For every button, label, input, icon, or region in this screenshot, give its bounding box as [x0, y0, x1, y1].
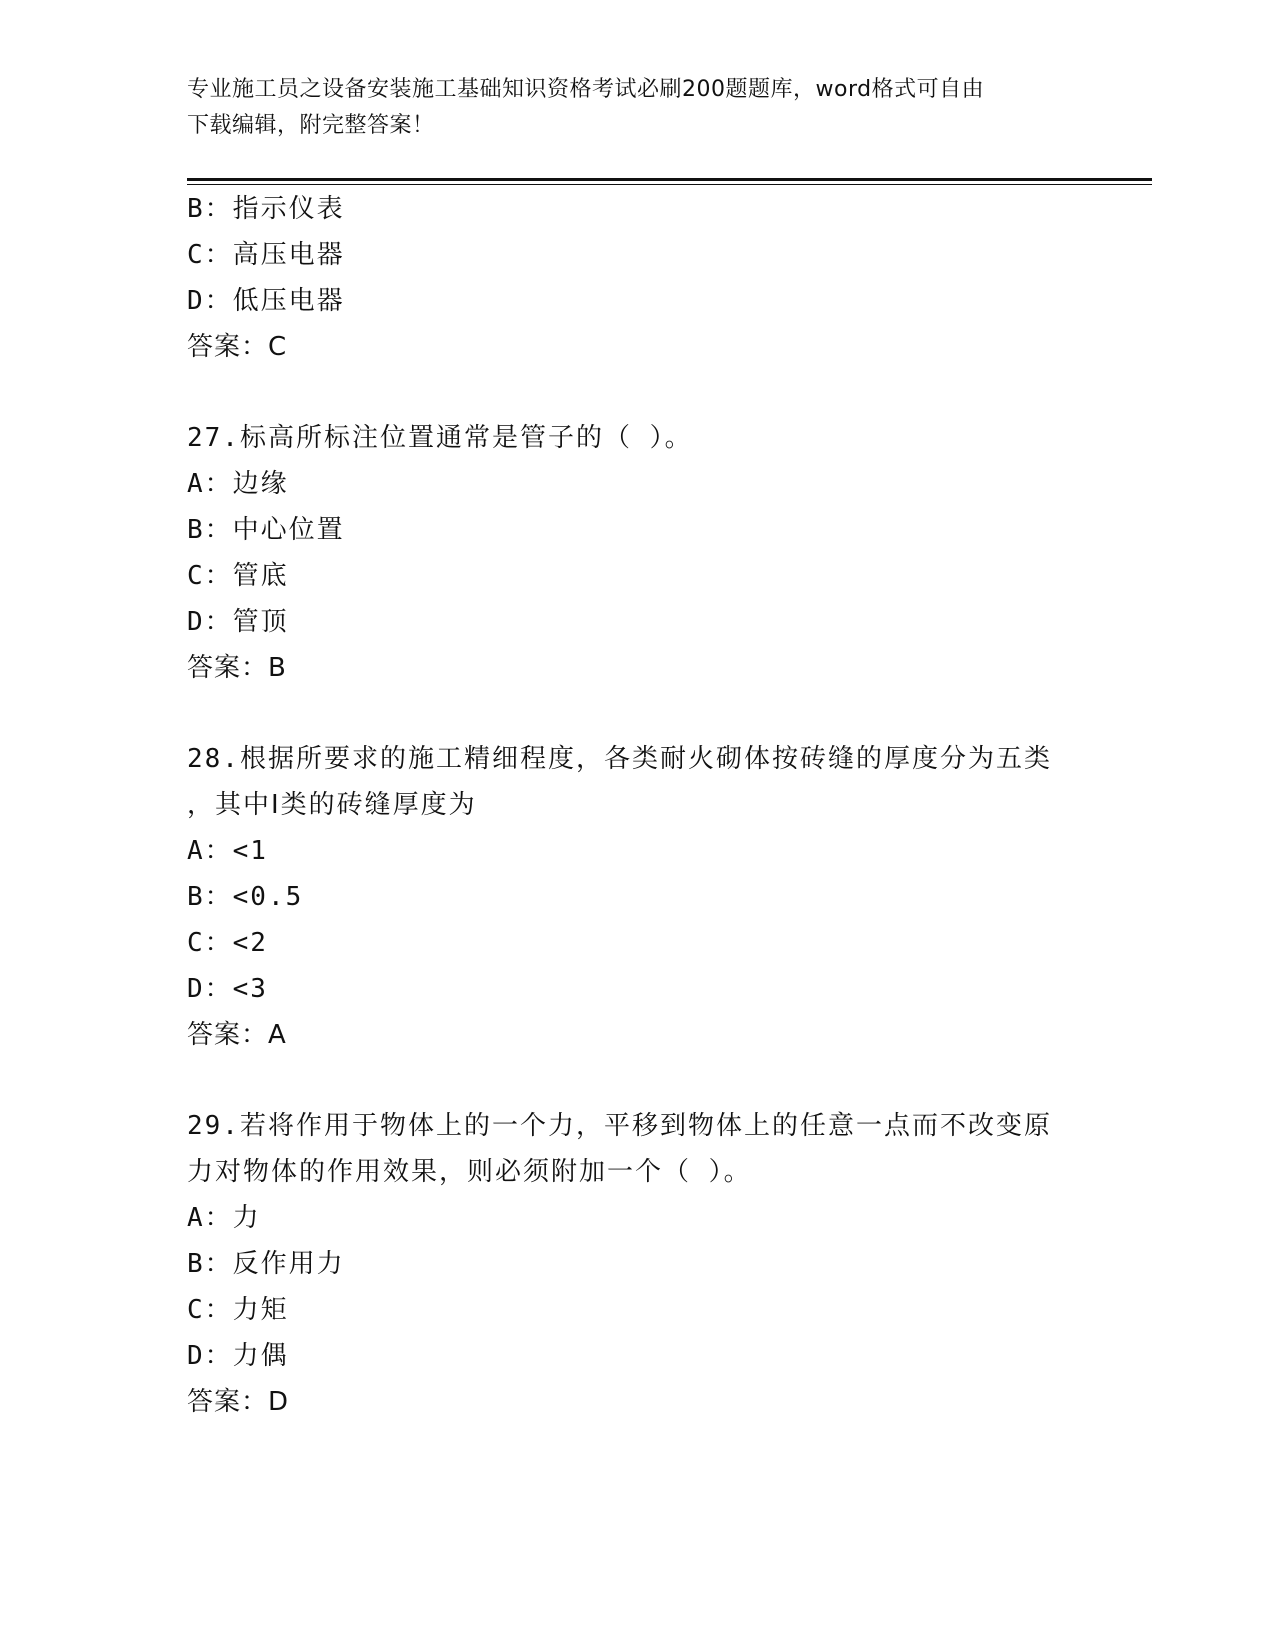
answer-line: 答案：D: [187, 1387, 290, 1417]
option-d: D：力偶: [187, 1341, 289, 1371]
question-list: [187, 186, 1087, 1425]
option-c: C：高压电器: [187, 240, 345, 270]
document-header: [187, 72, 1087, 144]
question-gap: [187, 370, 1087, 415]
option-c: C：管底: [187, 561, 289, 591]
answer-line: 答案：A: [187, 1020, 287, 1050]
question-gap: [187, 1058, 1087, 1103]
question-gap: [187, 691, 1087, 736]
option-a: A：力: [187, 1203, 261, 1233]
option-d: D：<3: [187, 974, 268, 1004]
question-text-line-1: 29.若将作用于物体上的一个力，平移到物体上的任意一点而不改变原: [187, 1111, 1052, 1141]
header-divider-thick: [187, 178, 1152, 181]
option-c: C：<2: [187, 928, 268, 958]
option-b: B：中心位置: [187, 515, 345, 545]
question-26-tail: [187, 186, 1087, 370]
option-a: A：<1: [187, 836, 268, 866]
header-line-2: 下载编辑，附完整答案！: [187, 113, 435, 138]
question-29: [187, 1103, 1087, 1425]
question-28: [187, 736, 1087, 1058]
header-line-1: 专业施工员之设备安装施工基础知识资格考试必刷200题题库，word格式可自由: [187, 77, 985, 102]
option-d: D：低压电器: [187, 286, 345, 316]
option-a: A：边缘: [187, 469, 289, 499]
option-b: B：<0.5: [187, 882, 304, 912]
question-text-line-2: 力对物体的作用效果，则必须附加一个（ ）。: [187, 1157, 752, 1187]
option-b: B：指示仪表: [187, 194, 345, 224]
question-text-line-1: 28.根据所要求的施工精细程度，各类耐火砌体按砖缝的厚度分为五类: [187, 744, 1052, 774]
option-c: C：力矩: [187, 1295, 289, 1325]
option-d: D：管顶: [187, 607, 289, 637]
answer-line: 答案：B: [187, 653, 287, 683]
option-b: B：反作用力: [187, 1249, 345, 1279]
question-text: 27.标高所标注位置通常是管子的（ ）。: [187, 423, 693, 453]
question-text-line-2: ，其中Ⅰ类的砖缝厚度为: [187, 790, 477, 820]
header-divider-thin: [187, 184, 1152, 185]
answer-line: 答案：C: [187, 332, 288, 362]
question-27: [187, 415, 1087, 691]
